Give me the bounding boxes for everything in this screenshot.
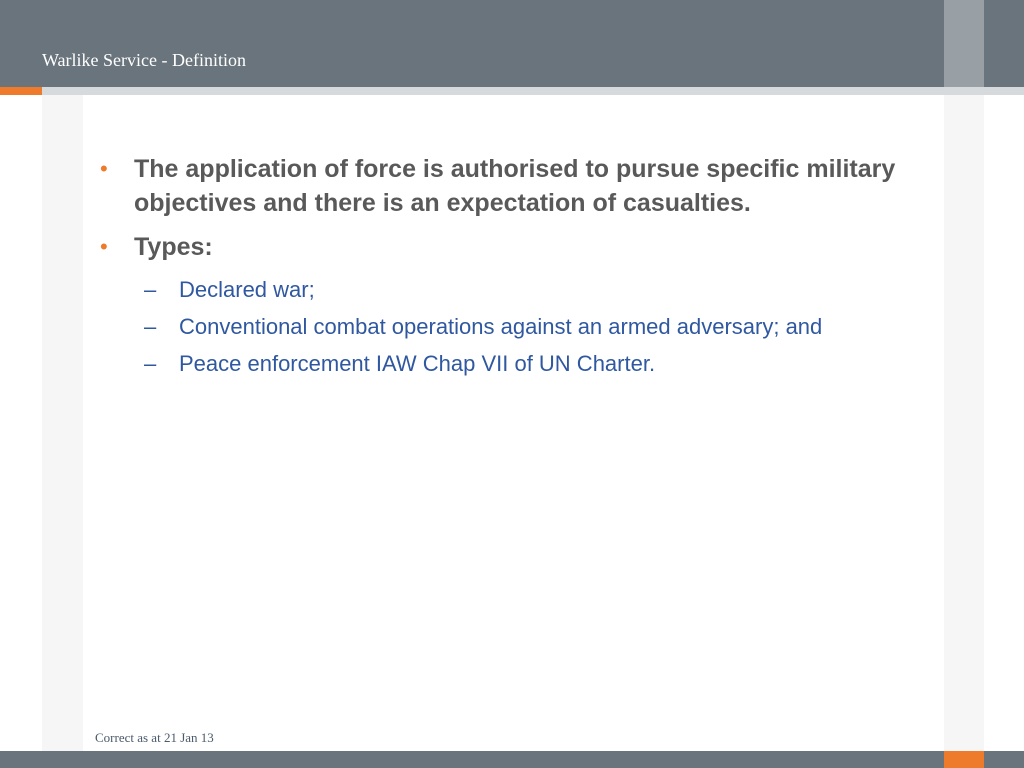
bullet-icon: •	[100, 156, 108, 181]
footer-band	[0, 751, 1024, 768]
header-band	[0, 0, 1024, 87]
header-accent-block	[944, 0, 984, 87]
bullet-item	[96, 152, 936, 220]
divider-stripe	[42, 87, 1024, 95]
dash-icon: –	[144, 314, 157, 339]
dash-icon: –	[144, 277, 157, 302]
bullet-item	[96, 230, 936, 264]
bullet-icon: •	[100, 234, 108, 259]
bullet-text: Types:	[134, 233, 213, 261]
slide-body	[96, 152, 936, 385]
sub-bullet-item	[96, 274, 936, 305]
slide-title: Warlike Service - Definition	[42, 50, 246, 70]
footer-accent-block	[944, 751, 984, 768]
dash-icon: –	[144, 351, 157, 376]
sub-bullet-item	[96, 311, 936, 342]
bullet-text: The application of force is authorised to pursue specific military objectives and there is an expectation of casualties.	[134, 155, 896, 217]
sub-bullet-text: Peace enforcement IAW Chap VII of UN Charter.	[179, 351, 656, 376]
accent-stripe	[0, 87, 42, 95]
sub-bullet-item	[96, 348, 936, 379]
left-margin-panel	[42, 95, 83, 751]
sub-bullet-text: Declared war;	[179, 277, 315, 302]
footer-note: Correct as at 21 Jan 13	[95, 730, 214, 745]
sub-bullet-text: Conventional combat operations against an armed adversary; and	[179, 314, 823, 339]
right-margin-panel	[944, 95, 984, 751]
